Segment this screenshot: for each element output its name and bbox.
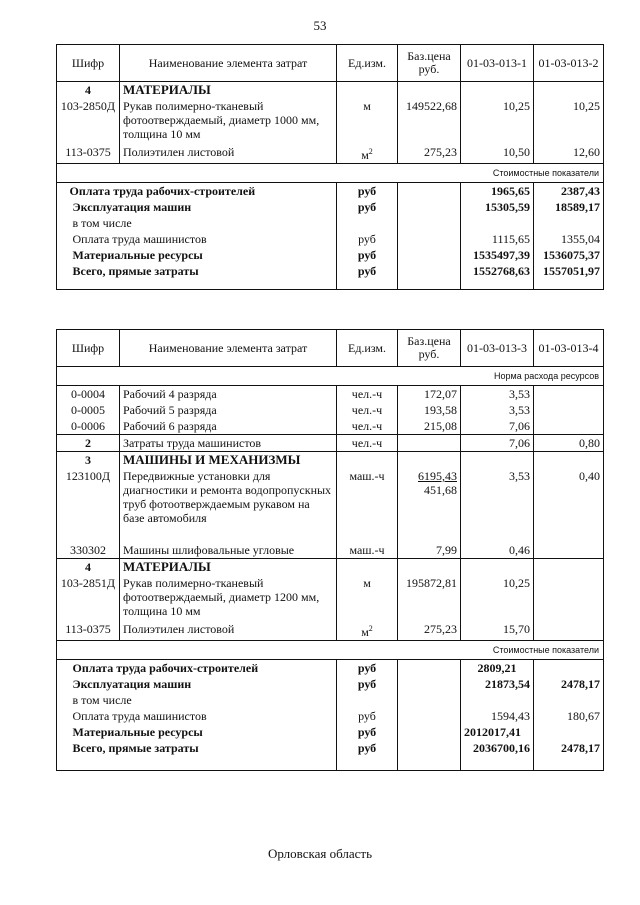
resource-table-2 [56, 329, 604, 771]
header-code: Шифр [57, 45, 120, 82]
row-value-2: 0,40 [534, 468, 604, 542]
total-row [57, 724, 604, 740]
table-row [57, 98, 604, 144]
section-row [57, 559, 604, 576]
row-unit: м [337, 575, 398, 621]
row-code: 2 [57, 435, 120, 452]
total-value-1: 1535497,39 [461, 247, 534, 263]
total-unit: руб [337, 231, 398, 247]
cost-indicators-note-row [57, 641, 604, 660]
region-footer: Орловская область [267, 846, 373, 861]
row-value-2 [534, 386, 604, 403]
row-value-1: 10,50 [461, 144, 534, 164]
total-row [57, 247, 604, 263]
total-name: Оплата труда машинистов [72, 232, 207, 246]
total-row [57, 708, 604, 724]
header-code: Шифр [57, 330, 120, 367]
row-unit: чел.-ч [337, 402, 398, 418]
total-value-2: 18589,17 [534, 199, 604, 215]
row-value-1: 10,25 [461, 575, 534, 621]
total-name: Всего, прямые затраты [120, 263, 337, 289]
row-value-1: 15,70 [461, 621, 534, 641]
row-name: Рукав полимерно-тканевый фотоотверждаемый, диаметр 1200 мм, толщина 10 мм [120, 575, 337, 621]
row-price: 172,07 [398, 386, 461, 403]
header-col5: 01-03-013-3 [461, 330, 534, 367]
row-unit: маш.-ч [337, 468, 398, 542]
row-price: 275,23 [398, 621, 461, 641]
row-price: 149522,68 [398, 98, 461, 144]
cost-indicators-note: Стоимостные показатели [57, 164, 604, 183]
total-name: в том числе [72, 216, 132, 230]
total-row [57, 183, 604, 200]
row-price: 7,99 [398, 542, 461, 559]
total-value-1: 2012017,41 [461, 724, 534, 740]
row-value-1: 3,53 [461, 468, 534, 542]
total-unit: руб [337, 660, 398, 677]
total-value-1: 1594,43 [461, 708, 534, 724]
header-price: Баз.цена руб. [398, 330, 461, 367]
total-name: Всего, прямые затраты [120, 740, 337, 770]
total-value-2: 1355,04 [534, 231, 604, 247]
row-value-2 [534, 418, 604, 435]
total-name: Эксплуатация машин [72, 200, 192, 214]
row-unit: м [337, 98, 398, 144]
section-title: МАТЕРИАЛЫ [120, 559, 337, 576]
section-row [57, 82, 604, 99]
row-value-2 [534, 542, 604, 559]
total-name: Оплата труда рабочих-строителей [72, 661, 259, 675]
total-row [57, 692, 604, 708]
header-price: Баз.цена руб. [398, 45, 461, 82]
row-code: 103-2851Д [57, 575, 120, 621]
table-row [57, 621, 604, 641]
total-value-2: 1557051,97 [534, 263, 604, 289]
row-unit: чел.-ч [337, 435, 398, 452]
total-value-2 [534, 724, 604, 740]
row-price: 275,23 [398, 144, 461, 164]
total-unit: руб [337, 740, 398, 770]
row-unit: $м^2$ [337, 144, 398, 164]
row-unit: маш.-ч [337, 542, 398, 559]
row-value-2: 12,60 [534, 144, 604, 164]
row-value-2: 0,80 [534, 435, 604, 452]
section-title: МАТЕРИАЛЫ [120, 82, 337, 99]
page-number: 53 [313, 18, 327, 33]
row-value-1: 7,06 [461, 418, 534, 435]
table-row [57, 575, 604, 621]
total-row [57, 231, 604, 247]
cost-indicators-note-row [57, 164, 604, 183]
table-row [57, 435, 604, 452]
row-code: 113-0375 [57, 144, 120, 164]
cost-indicators-note: Стоимостные показатели [57, 641, 604, 660]
total-unit: руб [337, 724, 398, 740]
total-name: в том числе [72, 693, 132, 707]
row-value-2: 10,25 [534, 98, 604, 144]
row-code: 0-0005 [57, 402, 120, 418]
row-value-1: 10,25 [461, 98, 534, 144]
total-value-2 [534, 660, 604, 677]
total-value-1: 1115,65 [461, 231, 534, 247]
total-unit: руб [337, 676, 398, 692]
norm-note-row [57, 367, 604, 386]
total-name: Оплата труда рабочих-строителей [69, 184, 256, 198]
table-header-row [57, 330, 604, 367]
table-row [57, 402, 604, 418]
total-row [57, 199, 604, 215]
header-col6: 01-03-013-2 [534, 45, 604, 82]
total-unit: руб [337, 708, 398, 724]
total-value-2: 2387,43 [534, 183, 604, 200]
total-value-1: 2809,21 [461, 660, 534, 677]
row-name: Рукав полимерно-тканевый фотоотверждаемый, диаметр 1000 мм, толщина 10 мм [120, 98, 337, 144]
total-name: Оплата труда машинистов [72, 709, 207, 723]
total-value-1: 2036700,16 [461, 740, 534, 770]
total-value-2: 1536075,37 [534, 247, 604, 263]
total-value-2: 2478,17 [534, 740, 604, 770]
table-row [57, 468, 604, 542]
section-row [57, 452, 604, 469]
row-price: 215,08 [398, 418, 461, 435]
section-title: МАШИНЫ И МЕХАНИЗМЫ [120, 452, 337, 469]
total-value-1: 1552768,63 [461, 263, 534, 289]
total-unit: руб [337, 247, 398, 263]
section-number: 3 [57, 452, 120, 469]
table-row [57, 144, 604, 164]
total-value-1: 15305,59 [461, 199, 534, 215]
header-unit: Ед.изм. [337, 330, 398, 367]
total-row [57, 215, 604, 231]
row-price: 195872,81 [398, 575, 461, 621]
row-price: 193,58 [398, 402, 461, 418]
header-col5: 01-03-013-1 [461, 45, 534, 82]
table-header-row [57, 45, 604, 82]
row-value-1: 7,06 [461, 435, 534, 452]
row-value-1: 0,46 [461, 542, 534, 559]
row-value-1: 3,53 [461, 386, 534, 403]
row-code: 123100Д [57, 468, 120, 542]
total-name: Материальные ресурсы [72, 725, 203, 739]
norm-note: Норма расхода ресурсов [57, 367, 604, 386]
total-value-2: 2478,17 [534, 676, 604, 692]
header-name: Наименование элемента затрат [120, 330, 337, 367]
total-row [57, 676, 604, 692]
header-unit: Ед.изм. [337, 45, 398, 82]
total-unit: руб [337, 199, 398, 215]
row-value-2 [534, 402, 604, 418]
section-number: 4 [57, 82, 120, 99]
row-code: 113-0375 [57, 621, 120, 641]
total-value-1: 1965,65 [461, 183, 534, 200]
table-row [57, 418, 604, 435]
row-name: Рабочий 4 разряда [120, 386, 337, 403]
row-name: Рабочий 5 разряда [120, 402, 337, 418]
total-unit: руб [337, 263, 398, 289]
row-name: Машины шлифовальные угловые [120, 542, 337, 559]
total-name: Материальные ресурсы [72, 248, 203, 262]
row-code: 0-0006 [57, 418, 120, 435]
row-name: Полиэтилен листовой [120, 144, 337, 164]
total-row [57, 263, 604, 289]
total-unit: руб [337, 183, 398, 200]
row-code: 0-0004 [57, 386, 120, 403]
row-name: Полиэтилен листовой [120, 621, 337, 641]
row-value-1: 3,53 [461, 402, 534, 418]
total-row [57, 660, 604, 677]
row-price: 6195,43 451,68 [398, 468, 461, 542]
header-name: Наименование элемента затрат [120, 45, 337, 82]
row-unit: чел.-ч [337, 418, 398, 435]
row-unit: $м^2$ [337, 621, 398, 641]
row-code: 330302 [57, 542, 120, 559]
table-row [57, 542, 604, 559]
row-unit: чел.-ч [337, 386, 398, 403]
total-value-2: 180,67 [534, 708, 604, 724]
total-row [57, 740, 604, 770]
row-name: Рабочий 6 разряда [120, 418, 337, 435]
total-name: Эксплуатация машин [72, 677, 192, 691]
row-value-2 [534, 575, 604, 621]
row-name: Затраты труда машинистов [120, 435, 337, 452]
resource-table-1 [56, 44, 604, 290]
section-number: 4 [57, 559, 120, 576]
table-row [57, 386, 604, 403]
header-col6: 01-03-013-4 [534, 330, 604, 367]
total-value-1: 21873,54 [461, 676, 534, 692]
row-code: 103-2850Д [57, 98, 120, 144]
row-name: Передвижные установки для диагностики и ремонта водопропускных труб фотоотверждаемым рукавом на базе автомобиля [120, 468, 337, 542]
row-value-2 [534, 621, 604, 641]
